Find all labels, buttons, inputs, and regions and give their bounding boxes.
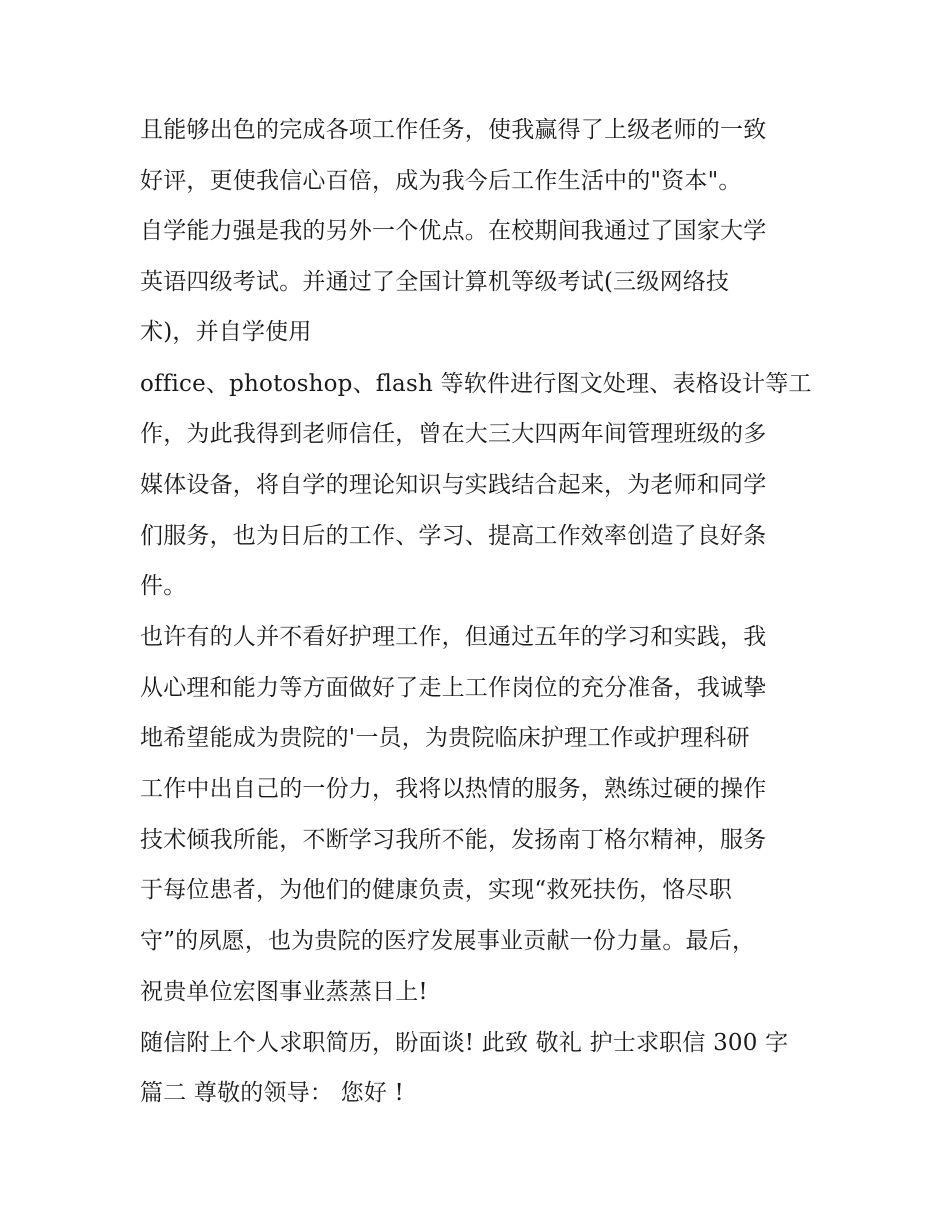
- text-line: 媒体设备，将自学的理论知识与实践结合起来，为老师和同学: [140, 472, 767, 498]
- text-line: 自学能力强是我的另外一个优点。在校期间我通过了国家大学: [140, 218, 767, 244]
- text-line: 们服务，也为日后的工作、学习、提高工作效率创造了良好条: [140, 523, 767, 549]
- text-line: 从心理和能力等方面做好了走上工作岗位的充分准备，我诚挚: [140, 675, 767, 701]
- text-line: 于每位患者，为他们的健康负责，实现“救死扶伤，恪尽职: [140, 877, 732, 903]
- text-line: 好评，更使我信心百倍，成为我今后工作生活中的"资本"。: [140, 168, 742, 194]
- text-line: 祝贵单位宏图事业蒸蒸日上!: [140, 979, 428, 1005]
- text-line: 英语四级考试。并通过了全国计算机等级考试(三级网络技: [140, 269, 730, 295]
- text-line: 工作中出自己的一份力，我将以热情的服务，熟练过硬的操作: [140, 776, 767, 802]
- text-line: 术)，并自学使用: [140, 319, 312, 345]
- text-line: office、photoshop、flash 等软件进行图文处理、表格设计等工: [140, 371, 812, 397]
- text-line: 也许有的人并不看好护理工作，但通过五年的学习和实践，我: [140, 624, 767, 650]
- text-line: 且能够出色的完成各项工作任务，使我赢得了上级老师的一致: [140, 117, 767, 143]
- text-line: 随信附上个人求职简历，盼面谈! 此致 敬礼 护士求职信 300 字: [140, 1030, 789, 1056]
- text-line: 守”的夙愿，也为贵院的医疗发展事业贡献一份力量。最后，: [140, 928, 756, 954]
- text-line: 技术倾我所能，不断学习我所不能，发扬南丁格尔精神，服务: [140, 827, 767, 853]
- text-line: 篇二 尊敬的领导： 您好 !: [140, 1080, 404, 1106]
- text-line: 件。: [140, 573, 187, 599]
- text-line: 地希望能成为贵院的'一员，为贵院临床护理工作或护理科研: [140, 725, 750, 751]
- text-line: 作，为此我得到老师信任，曾在大三大四两年间管理班级的多: [140, 421, 767, 447]
